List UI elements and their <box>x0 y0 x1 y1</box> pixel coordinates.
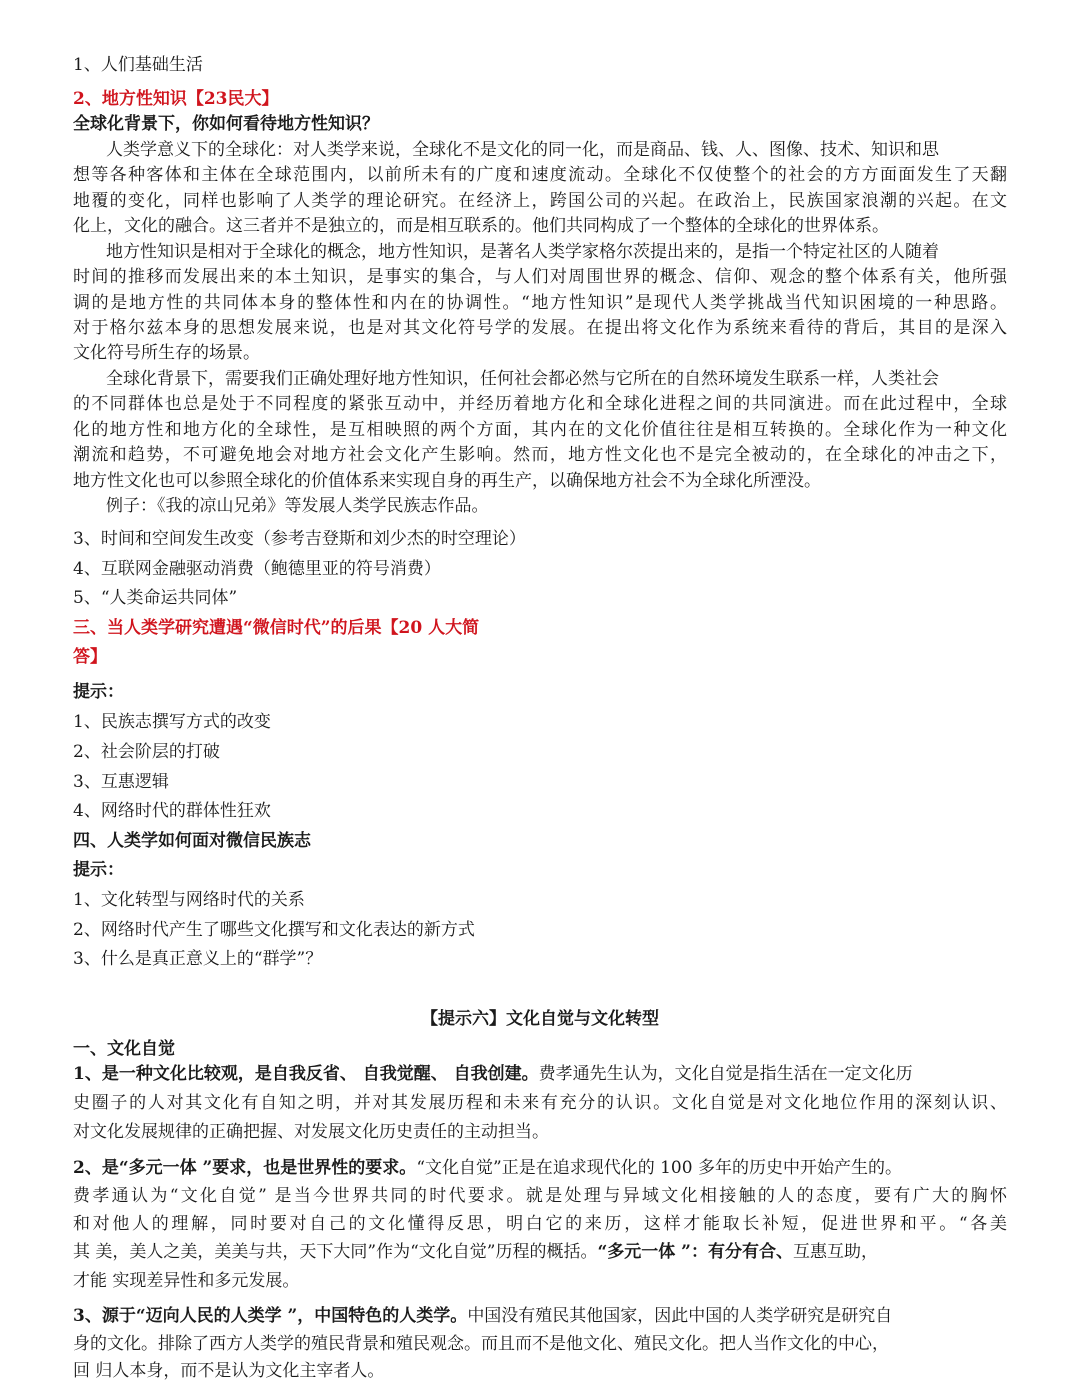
question-heading: 全球化背景下，你如何看待地方性知识？ <box>73 114 379 134</box>
point-lead: 1、是一种文化比较观，是自我反省、 自我觉醒、 自我创建。 <box>73 1064 539 1084</box>
list-item: 4、互联网金融驱动消费（鲍德里亚的符号消费） <box>73 559 441 579</box>
paragraph-line <box>73 1063 913 1085</box>
section-heading-local-knowledge: 2、地方性知识【23民大】 <box>73 89 279 109</box>
paragraph-line: 地覆的变化，同样也影响了人类学的理论研究。在经济上，跨国公司的兴起。在政治上，民族国家浪潮的兴起。在文 <box>73 191 1007 211</box>
paragraph-line: 地方性知识是相对于全球化的概念，地方性知识，是著名人类学家格尔茨提出来的，是指一个特定社区的人随着 <box>106 242 939 262</box>
paragraph-line <box>73 1157 902 1179</box>
section-heading-wechat-era-cont: 答】 <box>73 647 107 667</box>
list-item: 5、“人类命运共同体” <box>73 588 238 608</box>
point-lead: 2、是“多元一体 ”要求，也是世界性的要求。 <box>73 1158 417 1178</box>
paragraph-line: 潮流和趋势，不可避免地会对地方社会文化产生影响。然而，地方性文化也不是完全被动的，在全球化的冲击之下， <box>73 445 1007 465</box>
list-item: 1、文化转型与网络时代的关系 <box>73 890 305 910</box>
paragraph-line: 的不同群体也总是处于不同程度的紧张互动中，并经历着地方化和全球化进程之间的共同演进。而在此过程中，全球 <box>73 394 1007 414</box>
list-item: 2、社会阶层的打破 <box>73 742 220 762</box>
point-text: 中国没有殖民其他国家，因此中国的人类学研究是研究自 <box>467 1306 893 1326</box>
point-text: 费孝通先生认为，文化自觉是指生活在一定文化历 <box>538 1064 913 1084</box>
list-item: 1、民族志撰写方式的改变 <box>73 712 271 732</box>
section-heading-wechat-ethnography: 四、人类学如何面对微信民族志 <box>73 831 311 851</box>
paragraph-line: 调的是地方性的共同体本身的整体性和内在的协调性。“地方性知识”是现代人类学挑战当代知识困境的一种思路。 <box>73 293 1007 313</box>
paragraph-line: 和对他人的理解，同时要对自己的文化懂得反思，明白它的来历，这样才能取长补短，促进世界和平。“各美 <box>73 1214 1007 1234</box>
paragraph-line: 史圈子的人对其文化有自知之明，并对其发展历程和未来有充分的认识。文化自觉是对文化地位作用的深刻认识、 <box>73 1093 1007 1113</box>
list-item: 2、网络时代产生了哪些文化撰写和文化表达的新方式 <box>73 920 475 940</box>
paragraph-line: 化上，文化的融合。这三者并不是独立的，而是相互联系的。他们共同构成了一个整体的全球化的世界体系。 <box>73 216 889 236</box>
paragraph-line <box>73 1305 892 1327</box>
point-lead: 3、源于“迈向人民的人类学 ”，中国特色的人类学。 <box>73 1306 468 1326</box>
point-lead: “多元一体 ”：有分有合、 <box>597 1242 793 1262</box>
list-item: 3、什么是真正意义上的“群学”？ <box>73 949 323 969</box>
paragraph-line: 回 归人本身，而不是认为文化主宰者人。 <box>73 1361 385 1381</box>
paragraph-line: 才能 实现差异性和多元发展。 <box>73 1271 300 1291</box>
paragraph-line: 费孝通认为“文化自觉” 是当今世界共同的时代要求。就是处理与异域文化相接触的人的态度，要有广大的胸怀 <box>73 1186 1007 1206</box>
point-text: 其 美，美人之美，美美与共，天下大同”作为“文化自觉”历程的概括。 <box>73 1242 598 1262</box>
subsection-heading: 一、文化自觉 <box>73 1039 175 1059</box>
paragraph-line: 时间的推移而发展出来的本土知识，是事实的集合，与人们对周围世界的概念、信仰、观念的整个体系有关，他所强 <box>73 267 1007 287</box>
paragraph-line <box>73 1241 878 1263</box>
section-heading-wechat-era: 三、当人类学研究遭遇“微信时代”的后果【20 人大简 <box>73 618 480 638</box>
paragraph-line: 地方性文化也可以参照全球化的价值体系来实现自身的再生产，以确保地方社会不为全球化所湮没。 <box>73 471 821 491</box>
list-item: 3、时间和空间发生改变（参考吉登斯和刘少杰的时空理论） <box>73 529 526 549</box>
chapter-title: 【提示六】文化自觉与文化转型 <box>421 1009 659 1029</box>
point-text: “文化自觉”正是在追求现代化的 100 多年的历史中开始产生的。 <box>416 1158 902 1178</box>
paragraph-line: 化的地方性和地方化的全球性，是互相映照的两个方面，其内在的文化价值往往是相互转换的。全球化作为一种文化 <box>73 420 1007 440</box>
paragraph-line: 人类学意义下的全球化：对人类学来说，全球化不是文化的同一化，而是商品、钱、人、图像、技术、知识和思 <box>106 140 939 160</box>
paragraph-line: 全球化背景下，需要我们正确处理好地方性知识，任何社会都必然与它所在的自然环境发生联系一样，人类社会 <box>106 369 939 389</box>
example-line: 例子：《我的凉山兄弟》等发展人类学民族志作品。 <box>106 496 489 516</box>
hint-label: 提示： <box>73 860 124 880</box>
paragraph-line: 身的文化。排除了西方人类学的殖民背景和殖民观念。而且而不是他文化、殖民文化。把人当作文化的中心， <box>73 1334 889 1354</box>
paragraph-line: 对于格尔兹本身的思想发展来说，也是对其文化符号学的发展。在提出将文化作为系统来看待的背后，其目的是深入 <box>73 318 1007 338</box>
paragraph-line: 对文化发展规律的正确把握、对发展文化历史责任的主动担当。 <box>73 1122 549 1142</box>
list-item: 1、人们基础生活 <box>73 55 203 75</box>
paragraph-line: 想等各种客体和主体在全球范围内，以前所未有的广度和速度流动。全球化不仅使整个的社会的方方面面发生了天翻 <box>73 165 1007 185</box>
list-item: 3、互惠逻辑 <box>73 772 169 792</box>
list-item: 4、网络时代的群体性狂欢 <box>73 801 271 821</box>
hint-label: 提示： <box>73 682 124 702</box>
point-text: 互惠互助， <box>792 1242 878 1262</box>
paragraph-line: 文化符号所生存的场景。 <box>73 343 260 363</box>
